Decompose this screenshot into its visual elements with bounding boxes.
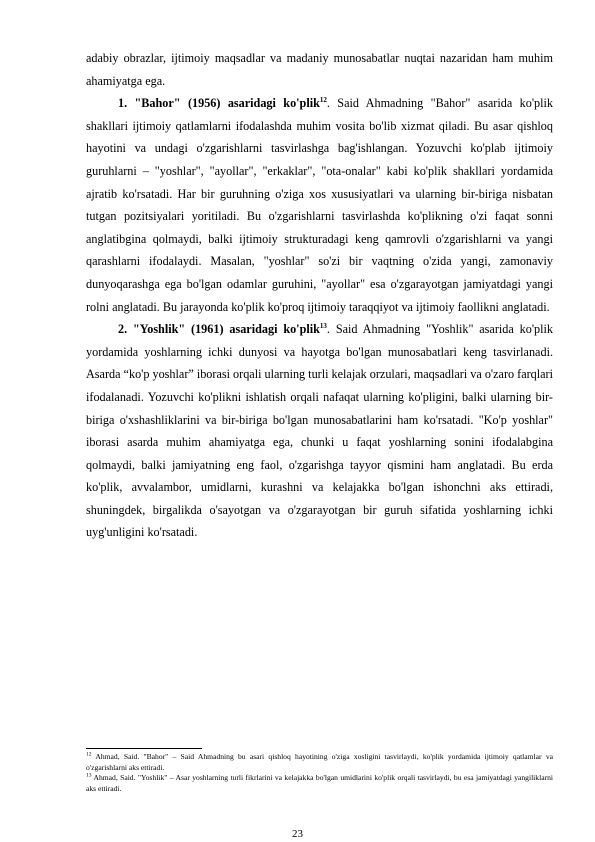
footnote-number: 13 — [86, 772, 92, 779]
footnote-divider — [86, 748, 202, 749]
intro-paragraph: adabiy obrazlar, ijtimoiy maqsadlar va madaniy munosabatlar nuqtai nazaridan ham muhim ahamiyatga ega. — [86, 51, 553, 88]
page-number: 23 — [292, 828, 303, 840]
section-yoshlik-text: . Said Ahmadning "Yoshlik" asarida ko'plik yordamida yoshlarning ichki dunyosi va hayotga bo'lgan munosabatlari keng tasvirlanadi. Asarda “ko'p yoshlar” iborasi orqali ularning turli kelajak orzulari, maqsadlari va o'zaro farqlari ifodalanadi. Yozuvchi ko'plikni ishlatish orqali nafaqat ularning ko'pligini, balki ularning bir-biriga o'xshashliklarini va bir-biriga bo'lgan munosabatlarini ham ko'rsatadi. "Ko'p yoshlar" iborasi asarda muhim ahamiyatga ega, chunki u faqat yoshlarning sonini ifodalabgina qolmaydi, balki jamiyatning eng faol, o'zgarishga tayyor qismini ham anglatadi. Bu erda ko'plik, avvalambor, umidlarni, kurashni va kelajakka bo'lgan ishonchni aks ettiradi, shuningdek, birgalikda o'sayotgan va o'zgarayotgan bir guruh sifatida yoshlarning ichki uyg'unligini ko'rsatadi. — [86, 322, 553, 540]
section-yoshlik-heading: 2. "Yoshlik" (1961) asaridagi ko'plik — [118, 322, 320, 337]
footnote-12 — [86, 752, 553, 773]
footnote-text: Ahmad, Said. "Yoshlik" – Asar yoshlarning turli fikrlarini va kelajakka bo'lgan umidlarini ko'plik orqali tasvirlaydi, bu esa jamiyatdagi yangiliklarni aks ettiradi. — [86, 773, 553, 793]
footnote-number: 12 — [86, 751, 92, 758]
footnote-ref-12[interactable]: 12 — [319, 96, 327, 105]
section-bahor-text: . Said Ahmadning "Bahor" asarida ko'plik shakllari ijtimoiy qatlamlarni ifodalashda muhim vosita bo'lib xizmat qiladi. Bu asar qishloq hayotini va undagi o'zgarishlarni tasvirlashga bag'ishlangan. Yozuvchi ko'plab ijtimoiy guruhlarni – "yoshlar", "ayollar", "erkaklar", "ota-onalar" kabi ko'plik shakllari yordamida ajratib ko'rsatadi. Har bir guruhning o'ziga xos xususiyatlari va ularning bir-biriga nisbatan tutgan pozitsiyalari yoritiladi. Bu o'zgarishlarni tasvirlashda ko'plikning o'zi faqat sonni anglatibgina qolmaydi, balki ijtimoiy strukturadagi keng qamrovli o'zgarishlarni va yangi qarashlarni ifodalaydi. Masalan, "yoshlar" so'zi bir vaqtning o'zida yangi, zamonaviy dunyoqarashga ega bo'lgan odamlar guruhini, "ayollar" esa o'zgarayotgan jamiyatdagi yangi rolni anglatadi. Bu jarayonda ko'plik ko'proq ijtimoiy taraqqiyot va ijtimoiy faollikni anglatadi. — [86, 96, 553, 314]
footnote-13 — [86, 773, 553, 794]
section-yoshlik-paragraph — [86, 318, 553, 544]
footnote-text: Ahmad, Said. "Bahor" – Said Ahmadning bu asari qishloq hayotining o'ziga xosligini tasvirlaydi, ko'plik yordamida ijtimoiy qatlamlar va o'zgarishlarni aks ettiradi. — [86, 752, 553, 772]
page-body — [86, 47, 553, 544]
footnotes — [86, 752, 553, 794]
footnote-ref-13[interactable]: 13 — [319, 322, 327, 331]
section-bahor-paragraph — [86, 92, 553, 318]
section-bahor-heading: 1. "Bahor" (1956) asaridagi ko'plik — [118, 96, 320, 111]
